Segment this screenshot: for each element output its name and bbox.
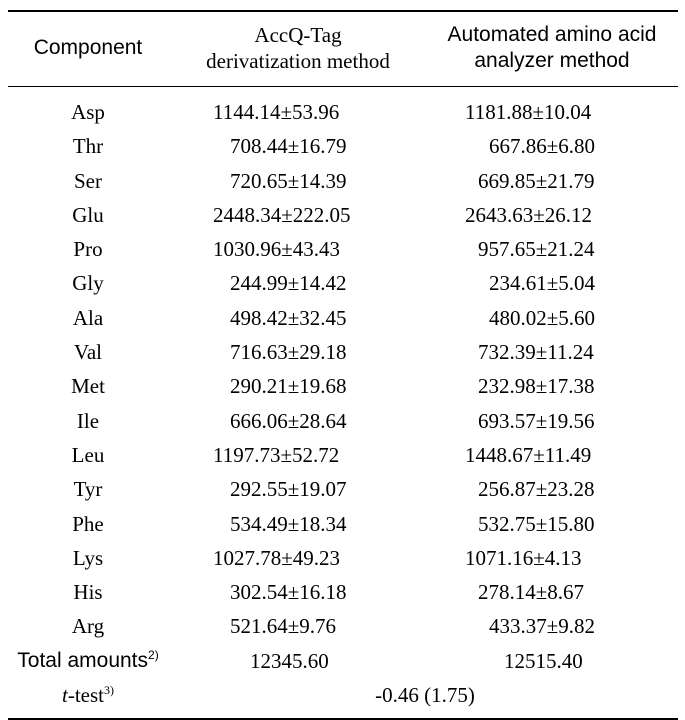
cell-accq: 1197.73±52.72 <box>213 442 340 467</box>
total-row <box>8 644 678 678</box>
cell-accq: 292.55±19.07 <box>230 477 347 502</box>
ttest-footnote-marker: 3) <box>104 683 114 698</box>
table-row <box>8 198 678 232</box>
cell-component: His <box>73 580 103 605</box>
cell-accq: 244.99±14.42 <box>230 271 347 296</box>
cell-auto: 957.65±21.24 <box>478 237 595 262</box>
cell-auto: 1181.88±10.04 <box>465 100 592 124</box>
table-row <box>8 575 678 609</box>
table-row <box>8 541 678 575</box>
cell-accq: 302.54±16.18 <box>230 580 347 605</box>
header-auto-line2: analyzer method <box>474 49 630 72</box>
cell-component: Ile <box>76 408 100 433</box>
cell-accq: 521.64±9.76 <box>230 614 337 639</box>
total-label: Total amounts$^{2)}$ <box>17 647 159 672</box>
table-row <box>8 369 678 403</box>
cell-accq: 2448.34±222.05 <box>213 202 351 227</box>
cell-auto: 732.39±11.24 <box>478 340 594 365</box>
table-row <box>8 95 678 129</box>
cell-component: Met <box>71 374 105 399</box>
cell-component: Val <box>74 340 102 365</box>
total-auto: 12515.40 <box>504 648 583 673</box>
cell-component: Lys <box>72 545 104 570</box>
cell-auto: 669.85±21.79 <box>478 168 595 193</box>
table-row <box>8 301 678 335</box>
header-auto-line1: Automated amino acid <box>447 23 657 46</box>
header-accq-tag <box>172 22 424 74</box>
cell-auto: 232.98±17.38 <box>478 374 595 399</box>
table-row <box>8 609 678 643</box>
cell-component: Ala <box>72 305 104 330</box>
cell-accq: 498.42±32.45 <box>230 305 347 330</box>
cell-auto: 480.02±5.60 <box>489 305 596 330</box>
cell-component: Tyr <box>73 477 103 502</box>
cell-component: Thr <box>72 134 104 159</box>
cell-auto: 2643.63±26.12 <box>465 202 593 227</box>
header-accq-line1: AccQ-Tag <box>254 23 342 47</box>
cell-accq: 720.65±14.39 <box>230 168 347 193</box>
cell-auto: 256.87±23.28 <box>478 477 595 502</box>
total-accq: 12345.60 <box>250 648 329 673</box>
header-accq-line2: derivatization method <box>206 49 390 73</box>
cell-auto: 667.86±6.80 <box>489 134 596 159</box>
cell-auto: 1071.16±4.13 <box>465 545 582 570</box>
ttest-value: -0.46 (1.75) <box>375 683 475 708</box>
header-automated <box>426 22 678 74</box>
table-row <box>8 335 678 369</box>
cell-accq: 1027.78±49.23 <box>213 545 341 570</box>
table-row <box>8 164 678 198</box>
cell-accq: 1144.14±53.96 <box>213 100 340 124</box>
table-row <box>8 507 678 541</box>
table-row <box>8 438 678 472</box>
cell-component: Ser <box>74 168 102 193</box>
cell-accq: 708.44±16.79 <box>230 134 347 159</box>
cell-component: Glu <box>72 202 104 227</box>
cell-auto: 532.75±15.80 <box>478 511 595 536</box>
table-row <box>8 266 678 300</box>
table-row <box>8 232 678 266</box>
ttest-row <box>8 678 678 712</box>
table-body <box>8 87 678 718</box>
cell-component: Arg <box>71 614 105 639</box>
cell-component: Pro <box>73 237 103 262</box>
table-row <box>8 129 678 163</box>
cell-auto: 433.37±9.82 <box>489 614 596 639</box>
cell-auto: 278.14±8.67 <box>478 580 585 605</box>
cell-component: Phe <box>72 511 104 536</box>
cell-component: Asp <box>71 100 105 124</box>
table-row <box>8 404 678 438</box>
cell-auto: 1448.67±11.49 <box>465 442 592 467</box>
cell-auto: 693.57±19.56 <box>478 408 595 433</box>
total-footnote-marker: 2) <box>148 647 159 662</box>
cell-accq: 534.49±18.34 <box>230 511 347 536</box>
ttest-label: t-test$^{3)}$ <box>62 683 114 708</box>
cell-accq: 666.06±28.64 <box>230 408 347 433</box>
header-component: Component <box>33 36 143 59</box>
amino-acid-table <box>8 8 678 720</box>
table-header <box>8 12 678 86</box>
cell-accq: 290.21±19.68 <box>230 374 347 399</box>
cell-accq: 1030.96±43.43 <box>213 237 341 262</box>
table-row <box>8 472 678 506</box>
cell-component: Leu <box>71 442 105 467</box>
cell-component: Gly <box>72 271 104 296</box>
cell-auto: 234.61±5.04 <box>489 271 596 296</box>
cell-accq: 716.63±29.18 <box>230 340 347 365</box>
